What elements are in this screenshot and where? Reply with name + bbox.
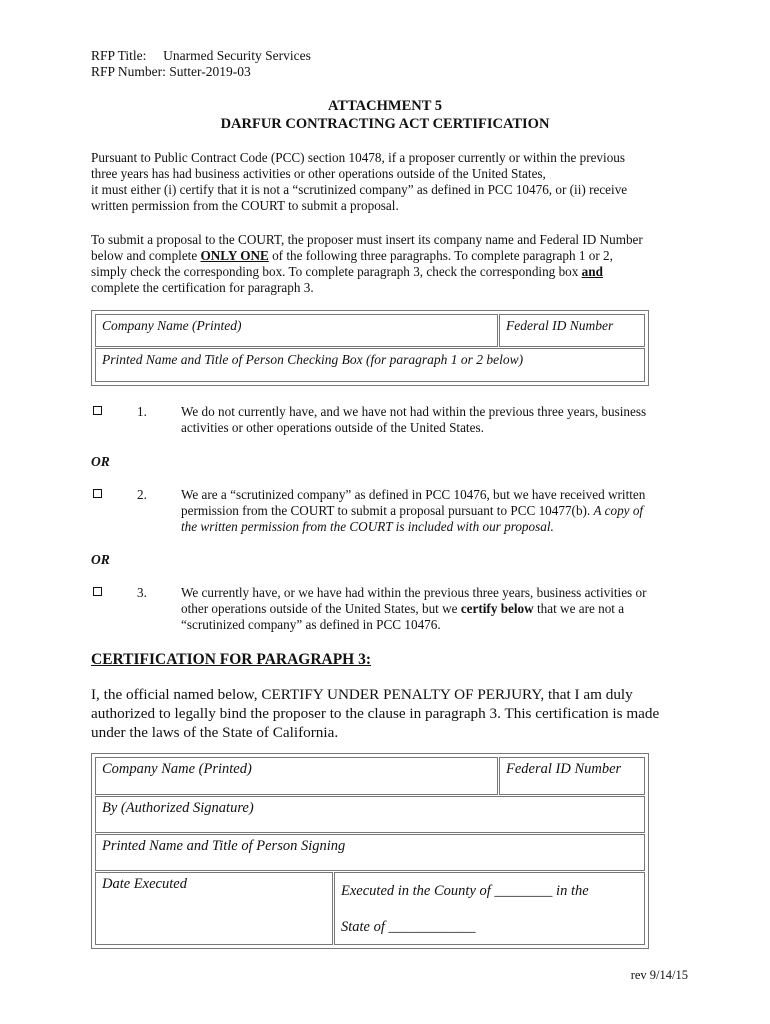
authorized-signature-label: By (Authorized Signature) [102,800,254,816]
printed-name-signing-label: Printed Name and Title of Person Signing [102,838,346,854]
cert-federal-id-field[interactable] [499,757,645,795]
paragraph-1-number: 1. [137,404,147,419]
printed-name-signing-field[interactable] [95,834,645,871]
company-name-label: Company Name (Printed) [102,318,242,333]
intro-line: it must either (i) certify that it is not a “scrutinized company” as defined in PCC 10476, or (ii) receive [91,182,628,197]
instructions-text: below and complete [91,248,201,263]
county-state-field[interactable] [334,872,645,945]
certify-below-emphasis: certify below [460,601,534,616]
authorized-signature-field[interactable] [95,796,645,833]
instructions-line [91,248,691,264]
certification-form [91,753,649,949]
company-name-field[interactable] [95,314,498,347]
rfp-number-label: RFP Number: [91,64,166,79]
paragraph-3-number: 3. [137,585,147,600]
instructions-line: To submit a proposal to the COURT, the proposer must insert its company name and Federal ID Number [91,232,643,247]
date-executed-field[interactable] [95,872,333,945]
paragraph-3-text-part: other operations outside of the United States, but we [181,601,461,616]
certification-line: authorized to legally bind the proposer to the clause in paragraph 3. This certification is made [91,705,660,722]
paragraph-1-checkbox[interactable] [93,406,102,415]
paragraph-2-checkbox[interactable] [93,489,102,498]
federal-id-label: Federal ID Number [506,318,614,333]
or-separator: OR [91,552,110,567]
or-separator: OR [91,454,110,469]
intro-line: three years has had business activities or other operations outside of the United States, [91,166,546,181]
federal-id-field[interactable] [499,314,645,347]
paragraph-3-line: We currently have, or we have had within the previous three years, business activities or [181,585,647,600]
paragraph-1-line: activities or other operations outside of the United States. [181,420,484,435]
certification-line: under the laws of the State of California. [91,724,339,741]
intro-paragraph [91,150,691,214]
certification-paragraph [91,685,681,742]
instructions-text: simply check the corresponding box. To complete paragraph 3, check the corresponding box [91,264,582,279]
date-executed-label: Date Executed [102,876,187,892]
cert-company-name-field[interactable] [95,757,498,795]
and-emphasis: and [581,264,603,279]
paragraph-3-text-part: that we are not a [533,601,625,616]
rfp-title-label: RFP Title: [91,48,147,63]
revision-date: rev 9/14/15 [630,968,688,982]
instructions-line: complete the certification for paragraph 3. [91,280,314,295]
attachment-title: ATTACHMENT 5 [328,98,442,114]
paragraph-2-italic-part: A copy of [593,503,644,518]
intro-line: Pursuant to Public Contract Code (PCC) section 10478, if a proposer currently or within the previous [91,150,626,165]
paragraph-2-line: the written permission from the COURT is included with our proposal. [181,519,554,534]
paragraph-2-text-part: permission from the COURT to submit a proposal pursuant to PCC 10477(b). [181,503,594,518]
paragraph-2-line [181,503,681,519]
only-one-emphasis: ONLY ONE [200,248,269,263]
paragraph-3-text [181,585,681,633]
paragraph-3-line: “scrutinized company” as defined in PCC 10476. [181,617,441,632]
rfp-title-value: Unarmed Security Services [163,48,311,63]
executed-county-label: Executed in the County of ________ in the [341,883,589,899]
instructions-line [91,264,691,280]
rfp-title-line [91,48,311,64]
document-title: DARFUR CONTRACTING ACT CERTIFICATION [220,116,550,132]
paragraph-3-line [181,601,681,617]
instructions-text: of the following three paragraphs. To complete paragraph 1 or 2, [268,248,613,263]
cert-company-name-label: Company Name (Printed) [102,761,252,777]
rfp-number-value: Sutter-2019-03 [169,64,251,79]
executed-state-label: State of ____________ [341,919,476,935]
certification-heading: CERTIFICATION FOR PARAGRAPH 3: [91,651,372,668]
paragraph-2-line: We are a “scrutinized company” as defined in PCC 10476, but we have received written [181,487,646,502]
paragraph-1-text [181,404,681,436]
paragraph-1-line: We do not currently have, and we have not had within the previous three years, business [181,404,647,419]
cert-federal-id-label: Federal ID Number [506,761,622,777]
printed-name-label: Printed Name and Title of Person Checking Box (for paragraph 1 or 2 below) [102,352,524,367]
instructions-paragraph [91,232,691,296]
intro-line: written permission from the COURT to submit a proposal. [91,198,399,213]
paragraph-2-text [181,487,681,535]
certification-line: I, the official named below, CERTIFY UNDER PENALTY OF PERJURY, that I am duly [91,686,633,703]
printed-name-checking-field[interactable] [95,348,645,382]
paragraph-2-number: 2. [137,487,147,502]
rfp-number-line [91,64,251,80]
proposer-info-form [91,310,649,386]
paragraph-3-checkbox[interactable] [93,587,102,596]
